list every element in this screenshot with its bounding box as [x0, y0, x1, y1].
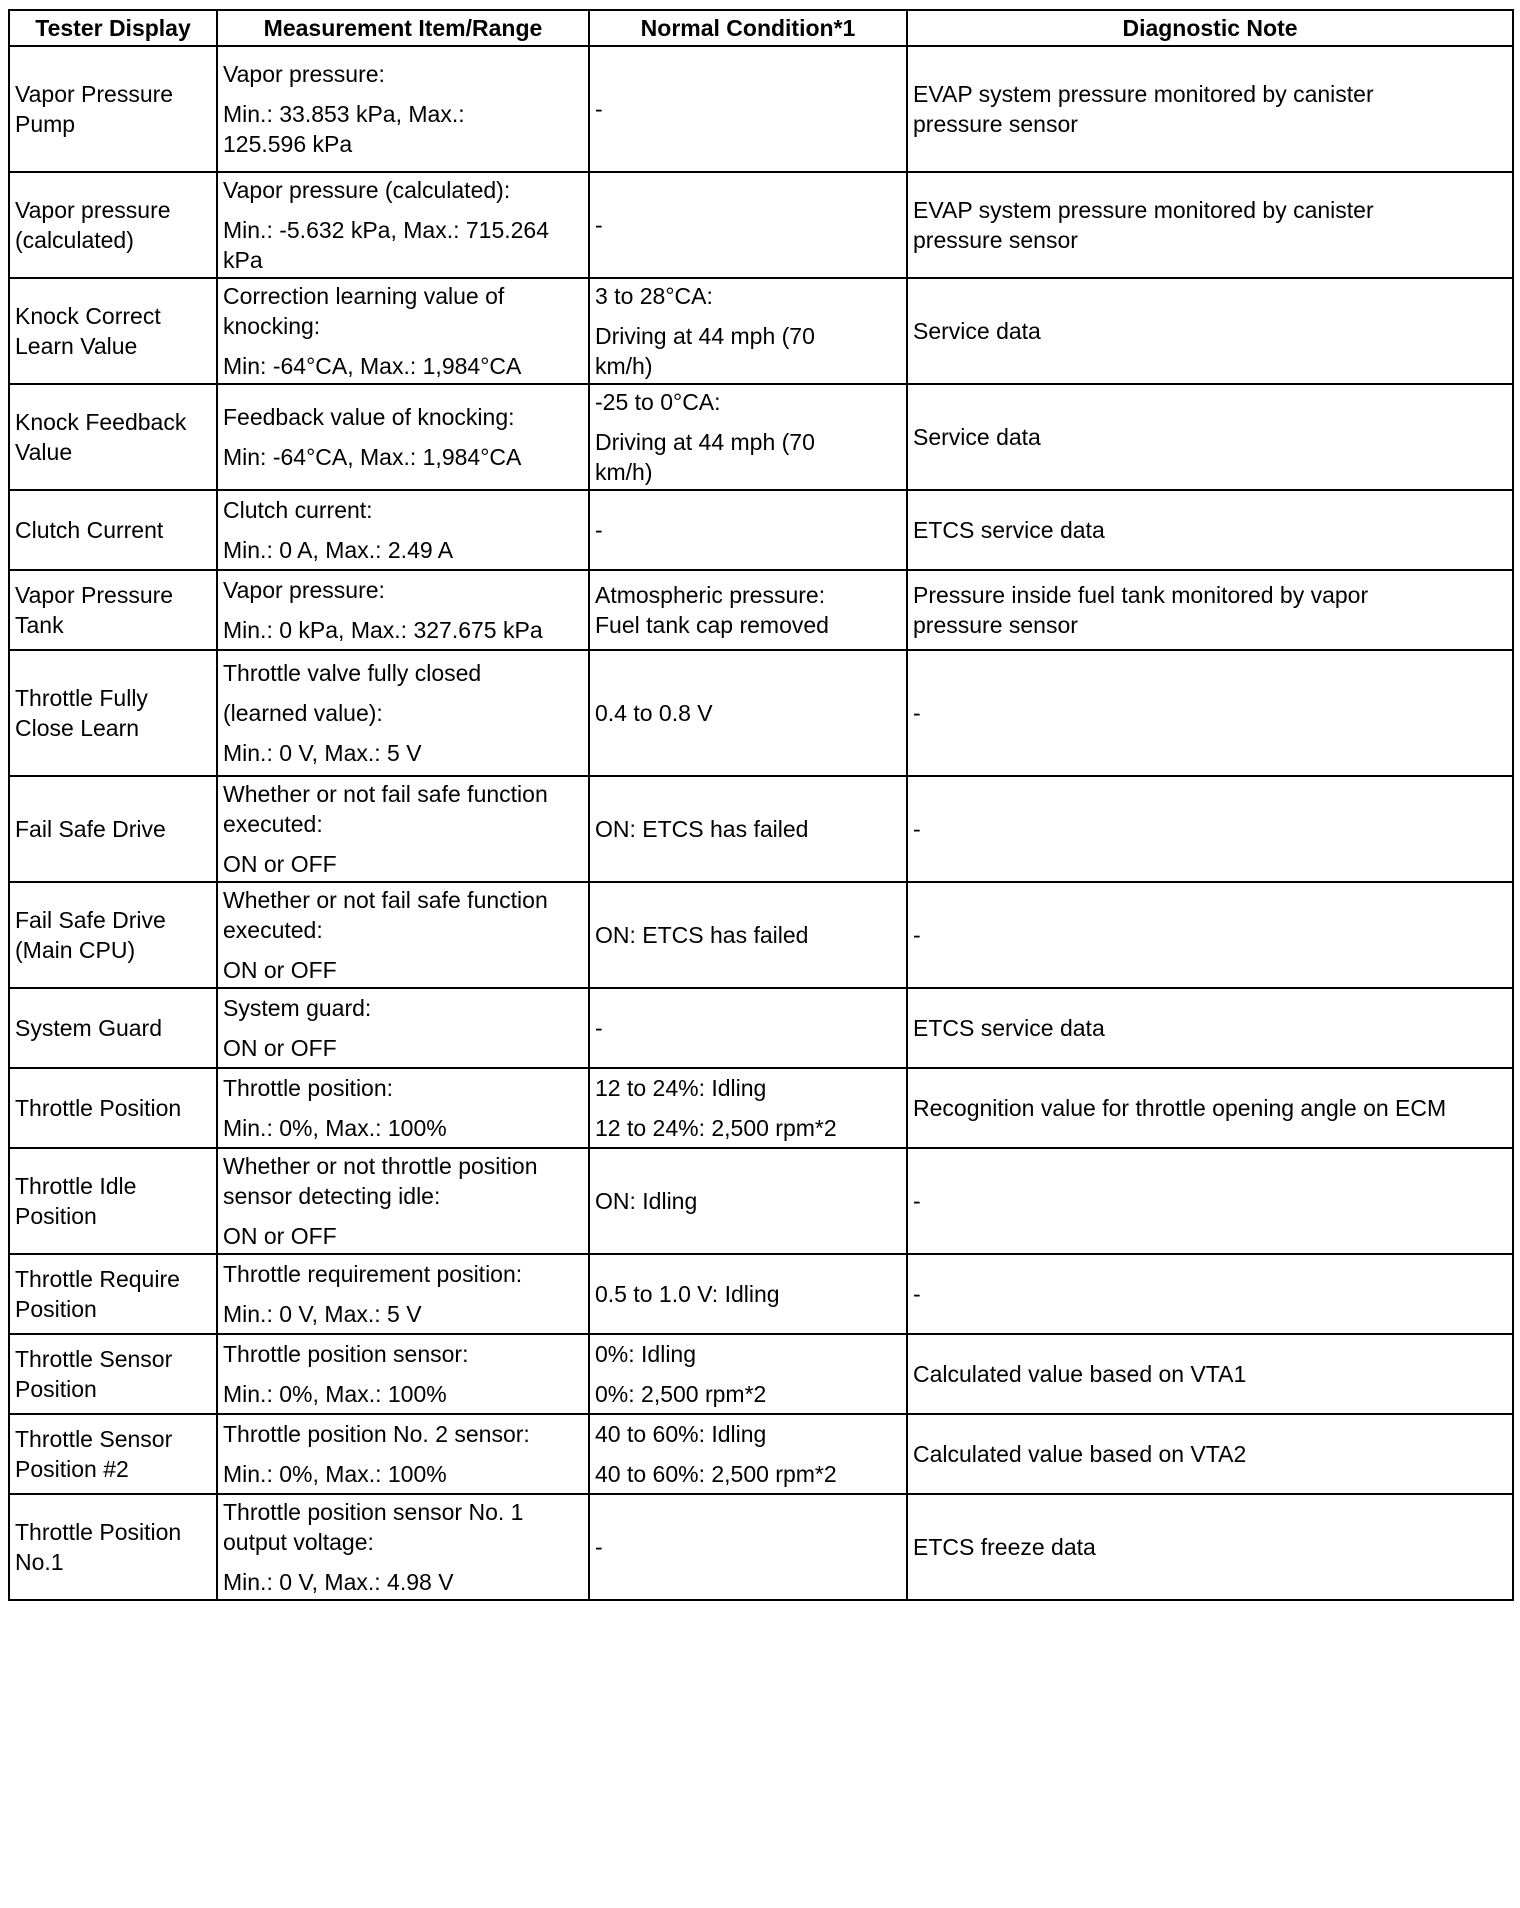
cell-tester-display	[9, 1414, 217, 1494]
cell-text-line: knocking:	[223, 313, 321, 339]
cell-normal-condition	[589, 490, 907, 570]
cell-text-line: Min.: 0 V, Max.: 5 V	[223, 740, 422, 766]
cell-text-line: Min.: 0 V, Max.: 4.98 V	[223, 1569, 454, 1595]
cell-tester-display	[9, 882, 217, 988]
cell-measurement-item	[217, 172, 589, 278]
cell-text-line: Min.: 0%, Max.: 100%	[223, 1115, 447, 1141]
line-gap	[223, 688, 583, 698]
cell-measurement-item	[217, 1414, 589, 1494]
cell-text-line: -	[595, 96, 603, 122]
cell-text-line: Position	[15, 1296, 97, 1322]
cell-normal-condition	[589, 46, 907, 172]
cell-diagnostic-note	[907, 490, 1513, 570]
cell-tester-display	[9, 1334, 217, 1414]
cell-text-line: executed:	[223, 811, 323, 837]
cell-measurement-item	[217, 490, 589, 570]
line-gap	[223, 1289, 583, 1299]
line-gap	[223, 205, 583, 215]
cell-text-line: -	[913, 816, 921, 842]
line-gap	[595, 1449, 901, 1459]
cell-tester-display	[9, 1494, 217, 1600]
cell-text-line: km/h)	[595, 459, 653, 485]
line-gap	[223, 605, 583, 615]
cell-measurement-item	[217, 776, 589, 882]
cell-text-line: 12 to 24%: Idling	[595, 1075, 767, 1101]
cell-text-line: -	[595, 1534, 603, 1560]
cell-text-line: ETCS service data	[913, 517, 1105, 543]
cell-text-line: Service data	[913, 424, 1041, 450]
header-measurement-item: Measurement Item/Range	[217, 10, 589, 46]
table-row	[9, 172, 1513, 278]
cell-text-line: Throttle Sensor	[15, 1346, 173, 1372]
cell-text-line: Driving at 44 mph (70	[595, 323, 815, 349]
cell-text-line: Min.: -5.632 kPa, Max.: 715.264	[223, 217, 550, 243]
cell-diagnostic-note	[907, 1148, 1513, 1254]
cell-text-line: ON or OFF	[223, 851, 337, 877]
cell-text-line: 12 to 24%: 2,500 rpm*2	[595, 1115, 837, 1141]
cell-diagnostic-note	[907, 650, 1513, 776]
cell-text-line: executed:	[223, 917, 323, 943]
cell-normal-condition	[589, 570, 907, 650]
line-gap	[223, 525, 583, 535]
cell-normal-condition	[589, 1254, 907, 1334]
cell-text-line: Whether or not fail safe function	[223, 887, 548, 913]
cell-tester-display	[9, 650, 217, 776]
cell-diagnostic-note	[907, 988, 1513, 1068]
cell-diagnostic-note	[907, 882, 1513, 988]
cell-normal-condition	[589, 278, 907, 384]
cell-text-line: ETCS freeze data	[913, 1534, 1096, 1560]
header-diagnostic-note: Diagnostic Note	[907, 10, 1513, 46]
cell-text-line: Value	[15, 439, 73, 465]
cell-text-line: -	[595, 517, 603, 543]
header-normal-condition: Normal Condition*1	[589, 10, 907, 46]
cell-text-line: EVAP system pressure monitored by canister	[913, 197, 1374, 223]
cell-normal-condition	[589, 1068, 907, 1148]
cell-measurement-item	[217, 988, 589, 1068]
cell-text-line: Learn Value	[15, 333, 138, 359]
cell-tester-display	[9, 278, 217, 384]
cell-text-line: output voltage:	[223, 1529, 374, 1555]
cell-tester-display	[9, 46, 217, 172]
cell-text-line: -	[595, 212, 603, 238]
line-gap	[223, 1369, 583, 1379]
cell-text-line: Min.: 0 kPa, Max.: 327.675 kPa	[223, 617, 543, 643]
cell-text-line: Min: -64°CA, Max.: 1,984°CA	[223, 444, 522, 470]
cell-text-line: No.1	[15, 1549, 64, 1575]
cell-text-line: pressure sensor	[913, 227, 1078, 253]
cell-normal-condition	[589, 1334, 907, 1414]
cell-text-line: -	[595, 1015, 603, 1041]
line-gap	[223, 1211, 583, 1221]
cell-text-line: 125.596 kPa	[223, 131, 353, 157]
table-row	[9, 490, 1513, 570]
cell-measurement-item	[217, 278, 589, 384]
cell-text-line: kPa	[223, 247, 263, 273]
cell-normal-condition	[589, 776, 907, 882]
cell-tester-display	[9, 384, 217, 490]
cell-normal-condition	[589, 988, 907, 1068]
cell-text-line: Throttle position sensor:	[223, 1341, 469, 1367]
cell-text-line: Throttle Sensor	[15, 1426, 173, 1452]
cell-measurement-item	[217, 1254, 589, 1334]
cell-text-line: Position	[15, 1203, 97, 1229]
table-row	[9, 776, 1513, 882]
cell-text-line: Throttle Fully	[15, 685, 148, 711]
cell-text-line: Min.: 0%, Max.: 100%	[223, 1461, 447, 1487]
table-row	[9, 1334, 1513, 1414]
table-row	[9, 1414, 1513, 1494]
cell-text-line: 40 to 60%: 2,500 rpm*2	[595, 1461, 837, 1487]
cell-text-line: Min.: 0 V, Max.: 5 V	[223, 1301, 422, 1327]
cell-text-line: -	[913, 700, 921, 726]
cell-text-line: 40 to 60%: Idling	[595, 1421, 767, 1447]
table-row	[9, 570, 1513, 650]
document-page	[8, 9, 1512, 1601]
cell-normal-condition	[589, 384, 907, 490]
table-body	[9, 46, 1513, 1600]
cell-text-line: -	[913, 922, 921, 948]
cell-text-line: 3 to 28°CA:	[595, 283, 713, 309]
cell-text-line: ON or OFF	[223, 957, 337, 983]
cell-text-line: -	[913, 1281, 921, 1307]
cell-tester-display	[9, 988, 217, 1068]
cell-measurement-item	[217, 650, 589, 776]
cell-diagnostic-note	[907, 776, 1513, 882]
line-gap	[223, 1103, 583, 1113]
cell-text-line: ON: ETCS has failed	[595, 816, 809, 842]
cell-text-line: pressure sensor	[913, 612, 1078, 638]
cell-text-line: Vapor Pressure	[15, 81, 174, 107]
table-row	[9, 1148, 1513, 1254]
cell-text-line: Whether or not fail safe function	[223, 781, 548, 807]
cell-text-line: Calculated value based on VTA1	[913, 1361, 1247, 1387]
cell-text-line: Pump	[15, 111, 76, 137]
line-gap	[223, 89, 583, 99]
cell-text-line: (calculated)	[15, 227, 134, 253]
line-gap	[595, 1369, 901, 1379]
cell-text-line: Vapor pressure:	[223, 61, 385, 87]
cell-text-line: Atmospheric pressure:	[595, 582, 826, 608]
cell-text-line: (learned value):	[223, 700, 383, 726]
cell-measurement-item	[217, 570, 589, 650]
cell-text-line: Min: -64°CA, Max.: 1,984°CA	[223, 353, 522, 379]
cell-text-line: ON: Idling	[595, 1188, 698, 1214]
cell-text-line: Position #2	[15, 1456, 129, 1482]
cell-text-line: Whether or not throttle position	[223, 1153, 538, 1179]
cell-text-line: Throttle valve fully closed	[223, 660, 482, 686]
cell-text-line: Clutch current:	[223, 497, 373, 523]
data-list-table	[8, 9, 1514, 1601]
cell-diagnostic-note	[907, 570, 1513, 650]
cell-measurement-item	[217, 46, 589, 172]
cell-tester-display	[9, 1068, 217, 1148]
cell-text-line: Pressure inside fuel tank monitored by vapor	[913, 582, 1369, 608]
table-row	[9, 46, 1513, 172]
cell-text-line: 0.4 to 0.8 V	[595, 700, 713, 726]
line-gap	[595, 417, 901, 427]
line-gap	[223, 432, 583, 442]
line-gap	[223, 839, 583, 849]
header-tester-display: Tester Display	[9, 10, 217, 46]
cell-text-line: Throttle Require	[15, 1266, 180, 1292]
table-row	[9, 882, 1513, 988]
cell-text-line: Throttle position No. 2 sensor:	[223, 1421, 530, 1447]
cell-text-line: 0%: 2,500 rpm*2	[595, 1381, 767, 1407]
cell-text-line: km/h)	[595, 353, 653, 379]
cell-text-line: ON or OFF	[223, 1035, 337, 1061]
cell-text-line: Throttle Idle	[15, 1173, 137, 1199]
line-gap	[223, 1449, 583, 1459]
cell-text-line: System Guard	[15, 1015, 162, 1041]
cell-text-line: Min.: 33.853 kPa, Max.:	[223, 101, 465, 127]
cell-text-line: Recognition value for throttle opening angle on ECM	[913, 1095, 1447, 1121]
cell-measurement-item	[217, 1334, 589, 1414]
table-row	[9, 1254, 1513, 1334]
table-row	[9, 278, 1513, 384]
cell-text-line: EVAP system pressure monitored by canister	[913, 81, 1374, 107]
table-row	[9, 650, 1513, 776]
table-row	[9, 384, 1513, 490]
cell-text-line: Service data	[913, 318, 1041, 344]
cell-text-line: Vapor pressure:	[223, 577, 385, 603]
cell-tester-display	[9, 490, 217, 570]
cell-diagnostic-note	[907, 46, 1513, 172]
cell-normal-condition	[589, 1494, 907, 1600]
cell-measurement-item	[217, 1068, 589, 1148]
cell-text-line: 0.5 to 1.0 V: Idling	[595, 1281, 780, 1307]
cell-normal-condition	[589, 1148, 907, 1254]
line-gap	[223, 945, 583, 955]
line-gap	[223, 728, 583, 738]
cell-text-line: System guard:	[223, 995, 372, 1021]
cell-diagnostic-note	[907, 172, 1513, 278]
cell-text-line: Close Learn	[15, 715, 140, 741]
cell-text-line: Position	[15, 1376, 97, 1402]
cell-text-line: ON: ETCS has failed	[595, 922, 809, 948]
cell-tester-display	[9, 1148, 217, 1254]
cell-diagnostic-note	[907, 1068, 1513, 1148]
cell-text-line: 0%: Idling	[595, 1341, 697, 1367]
cell-text-line: Knock Correct	[15, 303, 161, 329]
line-gap	[223, 341, 583, 351]
cell-diagnostic-note	[907, 384, 1513, 490]
cell-text-line: Fail Safe Drive	[15, 816, 166, 842]
cell-text-line: Throttle Position	[15, 1095, 182, 1121]
cell-text-line: Vapor pressure (calculated):	[223, 177, 511, 203]
cell-text-line: Vapor pressure	[15, 197, 171, 223]
line-gap	[595, 1103, 901, 1113]
cell-diagnostic-note	[907, 1334, 1513, 1414]
cell-text-line: Throttle Position	[15, 1519, 182, 1545]
cell-text-line: Tank	[15, 612, 64, 638]
cell-measurement-item	[217, 882, 589, 988]
cell-tester-display	[9, 1254, 217, 1334]
cell-text-line: Min.: 0 A, Max.: 2.49 A	[223, 537, 454, 563]
cell-diagnostic-note	[907, 1494, 1513, 1600]
cell-measurement-item	[217, 1494, 589, 1600]
cell-text-line: Clutch Current	[15, 517, 164, 543]
cell-text-line: Feedback value of knocking:	[223, 404, 515, 430]
cell-text-line: Fail Safe Drive	[15, 907, 166, 933]
cell-text-line: ETCS service data	[913, 1015, 1105, 1041]
cell-measurement-item	[217, 1148, 589, 1254]
cell-tester-display	[9, 776, 217, 882]
cell-text-line: sensor detecting idle:	[223, 1183, 441, 1209]
cell-text-line: Throttle position:	[223, 1075, 394, 1101]
cell-diagnostic-note	[907, 1414, 1513, 1494]
cell-tester-display	[9, 172, 217, 278]
cell-diagnostic-note	[907, 278, 1513, 384]
cell-text-line: Fuel tank cap removed	[595, 612, 829, 638]
table-header-row	[9, 10, 1513, 46]
cell-text-line: -25 to 0°CA:	[595, 389, 721, 415]
cell-text-line: Driving at 44 mph (70	[595, 429, 815, 455]
cell-text-line: Vapor Pressure	[15, 582, 174, 608]
cell-normal-condition	[589, 172, 907, 278]
cell-text-line: (Main CPU)	[15, 937, 136, 963]
cell-text-line: Min.: 0%, Max.: 100%	[223, 1381, 447, 1407]
cell-normal-condition	[589, 882, 907, 988]
cell-text-line: Knock Feedback	[15, 409, 187, 435]
cell-diagnostic-note	[907, 1254, 1513, 1334]
cell-tester-display	[9, 570, 217, 650]
table-row	[9, 1068, 1513, 1148]
table-row	[9, 1494, 1513, 1600]
cell-text-line: Calculated value based on VTA2	[913, 1441, 1247, 1467]
cell-measurement-item	[217, 384, 589, 490]
cell-text-line: Correction learning value of	[223, 283, 505, 309]
cell-normal-condition	[589, 1414, 907, 1494]
line-gap	[223, 1023, 583, 1033]
cell-text-line: pressure sensor	[913, 111, 1078, 137]
cell-text-line: ON or OFF	[223, 1223, 337, 1249]
cell-text-line: Throttle position sensor No. 1	[223, 1499, 524, 1525]
table-row	[9, 988, 1513, 1068]
cell-text-line: Throttle requirement position:	[223, 1261, 523, 1287]
cell-text-line: -	[913, 1188, 921, 1214]
line-gap	[223, 1557, 583, 1567]
cell-normal-condition	[589, 650, 907, 776]
line-gap	[595, 311, 901, 321]
